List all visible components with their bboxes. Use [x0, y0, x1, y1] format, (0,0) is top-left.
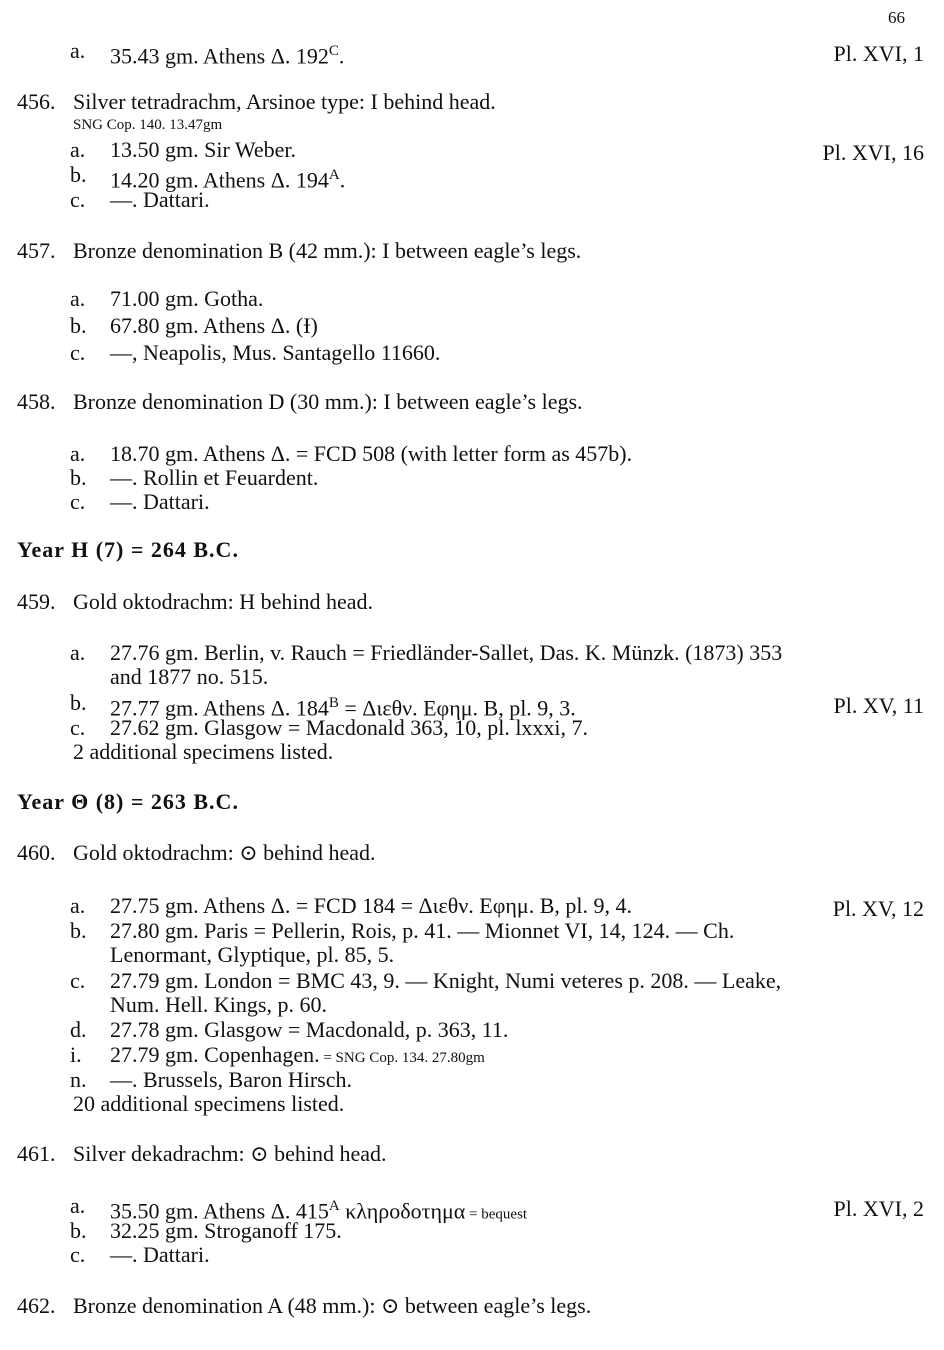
item-text-continued: and 1877 no. 515.	[110, 664, 269, 689]
item-label: c.	[70, 489, 86, 514]
entry-number: 458.	[17, 389, 56, 414]
item-text: 35.43 gm. Athens Δ. $192^C$.	[110, 43, 345, 69]
item-text: 14.20 gm. Athens Δ. $194^A$.	[110, 167, 346, 193]
item-text: 27.79 gm. London = BMC 43, 9. — Knight, Numi veteres p. 208. — Leake,	[110, 968, 782, 993]
additional-specimens: 20 additional specimens listed.	[73, 1091, 345, 1116]
entry-title: Gold oktodrachm: ⊙ behind head.	[73, 840, 376, 865]
plate-reference: Pl. XVI, 1	[833, 41, 924, 66]
item-label: c.	[70, 715, 86, 740]
annotation: SNG Cop. 140. 13.47gm	[73, 117, 223, 133]
item-label: a.	[70, 38, 86, 63]
entry-title: Bronze denomination A (48 mm.): ⊙ between eagle’s legs.	[73, 1293, 592, 1318]
item-label: c.	[70, 187, 86, 212]
item-label: b.	[70, 918, 87, 943]
item-text: —. Rollin et Feuardent.	[110, 465, 319, 490]
item-label: d.	[70, 1017, 87, 1042]
item-label: c.	[70, 968, 86, 993]
item-label: b.	[70, 313, 87, 338]
plate-reference: Pl. XVI, 16	[822, 140, 924, 165]
item-label: b.	[70, 162, 87, 187]
item-text: —, Neapolis, Mus. Santagello 11660.	[110, 340, 441, 365]
item-text: 32.25 gm. Stroganoff 175.	[110, 1218, 342, 1243]
item-text: 27.78 gm. Glasgow = Macdonald, p. 363, 11.	[110, 1017, 509, 1042]
year-heading: Year H (7) = 264 B.C.	[17, 537, 239, 562]
item-label: a.	[70, 286, 86, 311]
item-text: 13.50 gm. Sir Weber.	[110, 137, 297, 162]
item-text: 71.00 gm. Gotha.	[110, 286, 264, 311]
item-text: 67.80 gm. Athens Δ. (Ɨ)	[110, 313, 318, 338]
item-label: c.	[70, 340, 86, 365]
item-label: n.	[70, 1067, 87, 1092]
item-label: a.	[70, 1193, 86, 1218]
additional-specimens: 2 additional specimens listed.	[73, 739, 334, 764]
item-label: b.	[70, 690, 87, 715]
item-text-continued: Num. Hell. Kings, p. 60.	[110, 992, 327, 1017]
entry-number: 457.	[17, 238, 56, 263]
item-text: 18.70 gm. Athens Δ. = FCD 508 (with letter form as 457b).	[110, 441, 633, 466]
page-number: 66	[888, 8, 905, 27]
plate-reference: Pl. XV, 12	[832, 896, 924, 921]
entry-title: Silver dekadrachm: ⊙ behind head.	[73, 1141, 387, 1166]
item-text: 27.79 gm. Copenhagen. = SNG Cop. 134. 27.80gm	[110, 1042, 485, 1067]
item-label: a.	[70, 441, 86, 466]
item-label: a.	[70, 893, 86, 918]
item-text: 27.77 gm. Athens Δ. $184^B = \Delta\iota\varepsilon\theta\nu$. Εφημ. B, pl. 9, 3.	[110, 695, 576, 721]
item-text: 27.62 gm. Glasgow = Macdonald 363, 10, pl. lxxxi, 7.	[110, 715, 589, 740]
item-label: c.	[70, 1242, 86, 1267]
plate-reference: Pl. XV, 11	[833, 693, 924, 718]
item-text: 27.76 gm. Berlin, v. Rauch = Friedländer-Sallet, Das. K. Münzk. (1873) 353	[110, 640, 783, 665]
item-label: b.	[70, 1218, 87, 1243]
entry-number: 461.	[17, 1141, 56, 1166]
year-heading: Year Θ (8) = 263 B.C.	[17, 789, 239, 814]
item-text: 35.50 gm. Athens Δ. $415^A$ κληροδοτημα = bequest	[110, 1198, 528, 1224]
entry-number: 459.	[17, 589, 56, 614]
item-text: —. Dattari.	[110, 1242, 210, 1267]
item-text: —. Brussels, Baron Hirsch.	[110, 1067, 352, 1092]
item-label: b.	[70, 465, 87, 490]
entry-title: Bronze denomination B (42 mm.): I between eagle’s legs.	[73, 238, 582, 263]
item-text: 27.80 gm. Paris = Pellerin, Rois, p. 41. — Mionnet VI, 14, 124. — Ch.	[110, 918, 735, 943]
item-text: 27.75 gm. Athens Δ. = FCD 184 = Διεθν. Εφημ. B, pl. 9, 4.	[110, 893, 632, 918]
entry-number: 462.	[17, 1293, 56, 1318]
entry-number: 460.	[17, 840, 56, 865]
item-text: —. Dattari.	[110, 187, 210, 212]
item-label: i.	[70, 1042, 82, 1067]
item-label: a.	[70, 640, 86, 665]
plate-reference: Pl. XVI, 2	[833, 1196, 924, 1221]
entry-number: 456.	[17, 89, 56, 114]
entry-title: Bronze denomination D (30 mm.): I between eagle’s legs.	[73, 389, 583, 414]
item-text-continued: Lenormant, Glyptique, pl. 85, 5.	[110, 942, 395, 967]
item-text: —. Dattari.	[110, 489, 210, 514]
item-label: a.	[70, 137, 86, 162]
entry-title: Silver tetradrachm, Arsinoe type: I behind head.	[73, 89, 496, 114]
entry-title: Gold oktodrachm: H behind head.	[73, 589, 373, 614]
